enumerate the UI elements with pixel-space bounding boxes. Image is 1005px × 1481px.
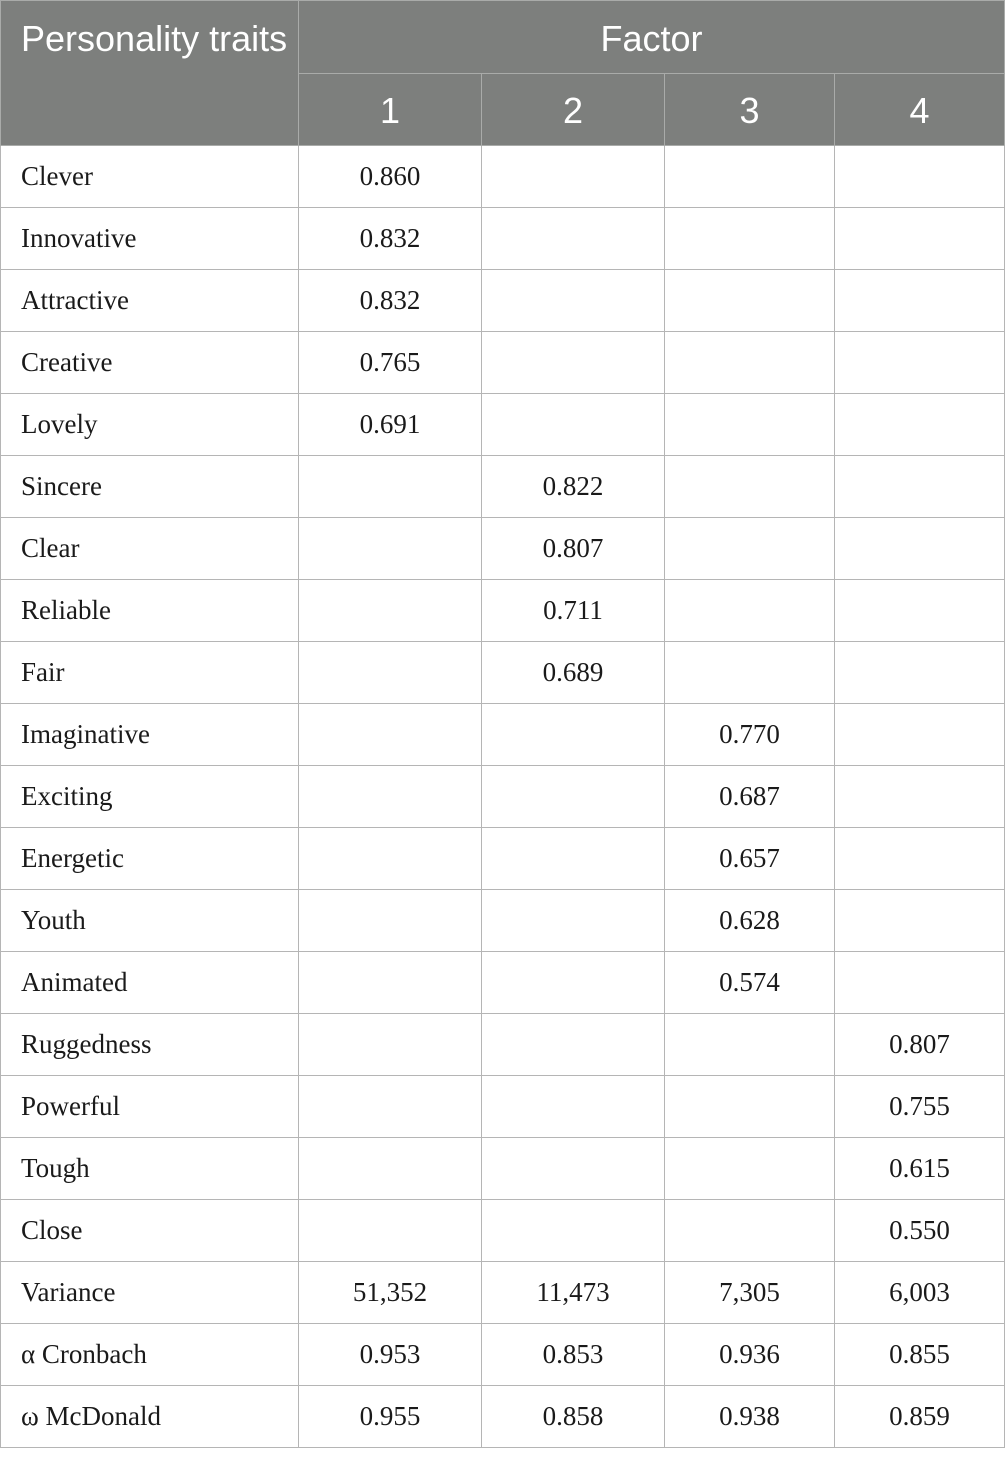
factor-1-value: 0.765 — [299, 332, 482, 394]
factor-2-value — [482, 208, 665, 270]
factor-3-value — [665, 208, 835, 270]
factor-4-value — [835, 332, 1005, 394]
trait-label: Ruggedness — [1, 1014, 299, 1076]
trait-label: Imaginative — [1, 704, 299, 766]
factor-2-value — [482, 828, 665, 890]
factor-2-header: 2 — [482, 74, 665, 146]
table-row — [1, 270, 1005, 332]
factor-4-value: 0.859 — [835, 1386, 1005, 1448]
factor-2-value — [482, 766, 665, 828]
header-row — [1, 1, 1005, 74]
trait-label: Innovative — [1, 208, 299, 270]
table-row — [1, 890, 1005, 952]
factor-1-value — [299, 766, 482, 828]
factor-3-value — [665, 394, 835, 456]
factor-1-value — [299, 1076, 482, 1138]
factor-3-value — [665, 1076, 835, 1138]
trait-label: Creative — [1, 332, 299, 394]
factor-4-value — [835, 766, 1005, 828]
factor-1-value — [299, 704, 482, 766]
table-row — [1, 704, 1005, 766]
trait-label: Youth — [1, 890, 299, 952]
table-row — [1, 952, 1005, 1014]
table-body — [1, 146, 1005, 1448]
table-row — [1, 394, 1005, 456]
trait-label: Attractive — [1, 270, 299, 332]
factor-4-value: 6,003 — [835, 1262, 1005, 1324]
factor-2-value: 11,473 — [482, 1262, 665, 1324]
factor-1-value — [299, 828, 482, 890]
trait-label: Lovely — [1, 394, 299, 456]
table-row — [1, 1386, 1005, 1448]
factor-1-value: 0.691 — [299, 394, 482, 456]
factor-1-header: 1 — [299, 74, 482, 146]
factor-2-value: 0.822 — [482, 456, 665, 518]
factor-3-value — [665, 456, 835, 518]
trait-label: Clever — [1, 146, 299, 208]
factor-1-value — [299, 580, 482, 642]
factor-4-header: 4 — [835, 74, 1005, 146]
trait-label: Tough — [1, 1138, 299, 1200]
table-row — [1, 828, 1005, 890]
factor-3-value — [665, 642, 835, 704]
trait-label: Powerful — [1, 1076, 299, 1138]
factor-3-value — [665, 580, 835, 642]
factor-2-value — [482, 704, 665, 766]
factor-1-value: 0.955 — [299, 1386, 482, 1448]
factor-3-value — [665, 518, 835, 580]
table-header — [1, 1, 1005, 146]
table-row — [1, 1138, 1005, 1200]
trait-label: Fair — [1, 642, 299, 704]
factor-1-value: 0.860 — [299, 146, 482, 208]
factor-2-value — [482, 270, 665, 332]
factor-2-value: 0.858 — [482, 1386, 665, 1448]
factor-1-value — [299, 1200, 482, 1262]
trait-label: Clear — [1, 518, 299, 580]
factor-1-value: 0.953 — [299, 1324, 482, 1386]
factor-4-value — [835, 828, 1005, 890]
factor-4-value — [835, 394, 1005, 456]
factor-3-header: 3 — [665, 74, 835, 146]
factor-2-value — [482, 1138, 665, 1200]
trait-label: Close — [1, 1200, 299, 1262]
factor-1-value — [299, 1138, 482, 1200]
factor-2-value — [482, 952, 665, 1014]
factor-3-value: 0.574 — [665, 952, 835, 1014]
factor-3-value: 0.628 — [665, 890, 835, 952]
factor-1-value — [299, 1014, 482, 1076]
trait-label: α Cronbach — [1, 1324, 299, 1386]
factor-2-value: 0.689 — [482, 642, 665, 704]
factor-3-value — [665, 146, 835, 208]
factor-2-value: 0.807 — [482, 518, 665, 580]
trait-label: Exciting — [1, 766, 299, 828]
factor-2-value — [482, 890, 665, 952]
factor-3-value: 0.770 — [665, 704, 835, 766]
factor-4-value: 0.755 — [835, 1076, 1005, 1138]
factor-3-value — [665, 1138, 835, 1200]
factor-1-value: 0.832 — [299, 270, 482, 332]
factor-4-value: 0.807 — [835, 1014, 1005, 1076]
factor-1-value: 0.832 — [299, 208, 482, 270]
factor-4-value — [835, 146, 1005, 208]
factor-2-value — [482, 146, 665, 208]
factor-2-value — [482, 394, 665, 456]
factor-4-value — [835, 642, 1005, 704]
factor-4-value: 0.615 — [835, 1138, 1005, 1200]
factor-header: Factor — [299, 1, 1005, 74]
table-row — [1, 332, 1005, 394]
table-row — [1, 1262, 1005, 1324]
factor-1-value — [299, 642, 482, 704]
factor-1-value — [299, 890, 482, 952]
factor-2-value: 0.711 — [482, 580, 665, 642]
table-row — [1, 1076, 1005, 1138]
factor-3-value — [665, 1200, 835, 1262]
table-row — [1, 518, 1005, 580]
table-row — [1, 1324, 1005, 1386]
factor-2-value — [482, 1076, 665, 1138]
factor-1-value — [299, 456, 482, 518]
factor-4-value: 0.550 — [835, 1200, 1005, 1262]
trait-label: Energetic — [1, 828, 299, 890]
factor-2-value — [482, 1014, 665, 1076]
table-row — [1, 456, 1005, 518]
factor-3-value: 0.657 — [665, 828, 835, 890]
trait-label: ω McDonald — [1, 1386, 299, 1448]
trait-label: Animated — [1, 952, 299, 1014]
factor-4-value — [835, 518, 1005, 580]
trait-label: Variance — [1, 1262, 299, 1324]
factor-4-value — [835, 270, 1005, 332]
factor-2-value — [482, 1200, 665, 1262]
factor-3-value: 0.687 — [665, 766, 835, 828]
factor-3-value: 7,305 — [665, 1262, 835, 1324]
factor-3-value: 0.938 — [665, 1386, 835, 1448]
personality-traits-header: Personality traits — [1, 1, 299, 146]
factor-3-value — [665, 332, 835, 394]
table-row — [1, 146, 1005, 208]
table-row — [1, 1014, 1005, 1076]
factor-4-value — [835, 208, 1005, 270]
table-row — [1, 642, 1005, 704]
factor-4-value: 0.855 — [835, 1324, 1005, 1386]
factor-2-value — [482, 332, 665, 394]
factor-4-value — [835, 704, 1005, 766]
table-row — [1, 766, 1005, 828]
factor-1-value — [299, 518, 482, 580]
trait-label: Reliable — [1, 580, 299, 642]
table-row — [1, 580, 1005, 642]
factor-4-value — [835, 890, 1005, 952]
factor-2-value: 0.853 — [482, 1324, 665, 1386]
factor-4-value — [835, 952, 1005, 1014]
factor-4-value — [835, 456, 1005, 518]
factor-1-value: 51,352 — [299, 1262, 482, 1324]
table-row — [1, 1200, 1005, 1262]
factor-3-value — [665, 1014, 835, 1076]
trait-label: Sincere — [1, 456, 299, 518]
table-row — [1, 208, 1005, 270]
factor-3-value: 0.936 — [665, 1324, 835, 1386]
factor-3-value — [665, 270, 835, 332]
factor-1-value — [299, 952, 482, 1014]
factor-4-value — [835, 580, 1005, 642]
